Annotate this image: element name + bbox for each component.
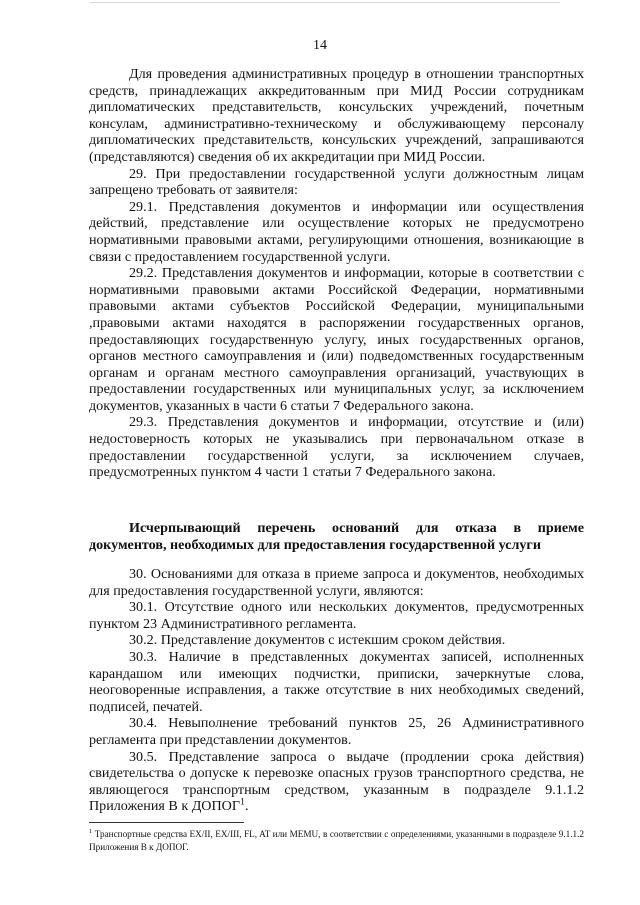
body-text-lower <box>89 566 584 815</box>
paragraph-30-5: 30.5. Представление запроса о выдаче (продлении срока действия) свидетельства о допуске к перевозке опасных грузов транспортного средства, не являющегося транспортным средством, указанным в подразделе 9.1.1.2 Приложения В к ДОПОГ$^1$. <box>89 748 584 815</box>
paragraph-29: 29. При предоставлении государственной услуги должностным лицам запрещено требовать от заявителя: <box>89 165 584 199</box>
paragraph-30-1: 30.1. Отсутствие одного или нескольких документов, предусмотренных пунктом 23 Административного регламента. <box>89 599 584 632</box>
paragraph-29-1: 29.1. Представления документов и информации или осуществления действий, представление или осуществление которых не предусмотрено нормативными правовыми актами, регулирующими отношения, возникающие в связи с предоставлением государственной услуги. <box>89 198 584 265</box>
footnote <box>89 828 584 853</box>
top-edge-line <box>90 2 560 3</box>
body-text-upper <box>89 66 584 481</box>
paragraph-30-4: 30.4. Невыполнение требований пунктов 25, 26 Административного регламента при представлении документов. <box>89 715 584 748</box>
paragraph-30-5-text: 30.5. Представление запроса о выдаче (продлении срока действия) свидетельства о допуске к перевозке опасных грузов транспортного средства, не являющегося транспортным средством, указанным в подразделе 9.1.1.2 Приложения В к ДОПОГ <box>89 748 584 815</box>
paragraph-30-2: 30.2. Представление документов с истекшим сроком действия. <box>129 632 506 649</box>
paragraph-30-3: 30.3. Наличие в представленных документах записей, исполненных карандашом или имеющих подчистки, приписки, зачеркнутые слова, неоговоренные исправления, а также отсутствие в них необходимых сведений, подписей, печатей. <box>89 648 584 715</box>
paragraph-29-2: 29.2. Представления документов и информации, которые в соответствии с нормативными правовыми актами Российской Федерации, нормативными правовыми актами субъектов Российской Федерации, муниципальными ,правовыми актами находятся в распоряжении государственных органов, предоставляющих государственную услугу, иных государственных органов, органов местного самоуправления и (или) подведомственных государственным органам и органам местного самоуправления организаций, участвующих в предоставлении государственных или муниципальных услуг, за исключением документов, указанных в части 6 статьи 7 Федерального закона. <box>89 265 584 414</box>
paragraph-accreditation: Для проведения административных процедур в отношении транспортных средств, принадлежащих аккредитованным при МИД России сотрудникам дипломатических представительств, консульских учреждений, почетным консулам, административно-техническому и обслуживающему персоналу дипломатических представительств, консульских учреждений, запрашиваются (представляются) сведения об их аккредитации при МИД России. <box>89 66 584 165</box>
footnote-reference: 1 <box>240 796 245 808</box>
footnote-marker: 1 <box>89 827 93 835</box>
footnote-text: Транспортные средства EX/II, EX/III, FL, AT или MEMU, в соответствии с определениями, указанными в подразделе 9.1.1.2 Приложения В к ДОПОГ. <box>89 829 584 852</box>
footnote-separator <box>89 822 244 823</box>
section-heading: Исчерпывающий перечень оснований для отказа в приеме документов, необходимых для предоставления государственной услуги <box>89 520 584 553</box>
paragraph-29-3: 29.3. Представления документов и информации, отсутствие и (или) недостоверность которых не указывались при первоначальном отказе в предоставлении государственной услуги, за исключением случаев, предусмотренных пунктом 4 части 1 статьи 7 Федерального закона. <box>89 414 584 481</box>
paragraph-30: 30. Основаниями для отказа в приеме запроса и документов, необходимых для предоставления государственной услуги, являются: <box>89 566 584 599</box>
page-number: 14 <box>313 38 327 53</box>
